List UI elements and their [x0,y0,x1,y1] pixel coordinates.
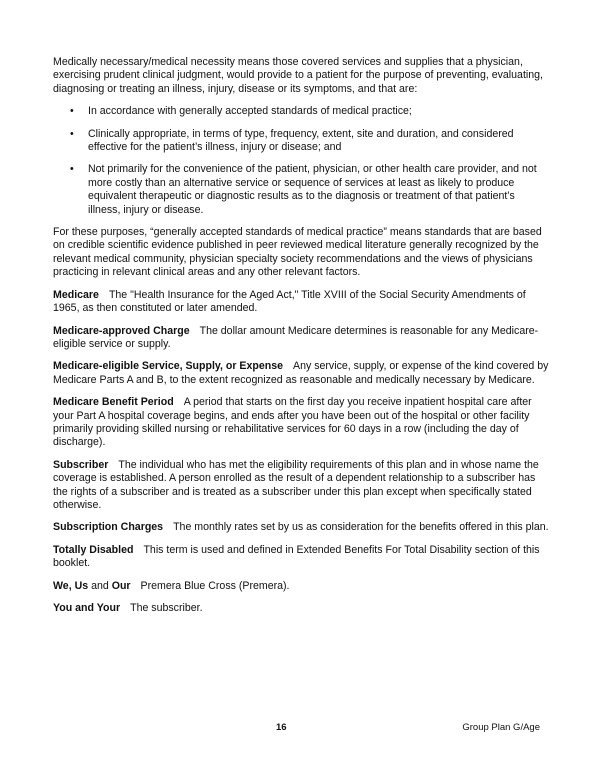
definition-text: The "Health Insurance for the Aged Act," Title XVIII of the Social Security Amendments of 1965, as then constituted or later amended. [53,288,526,315]
definition-we-us-our [53,580,550,593]
definition-you-and-your [53,602,550,615]
definition-medicare-eligible-service [53,360,550,387]
definition-text: The monthly rates set by us as consideration for the benefits offered in this plan. [173,521,549,534]
list-item: • Not primarily for the convenience of the patient, physician, or other health care provider, and not more costly than an alternative service or sequence of services at least as likely to produce equivalent therapeutic or diagnostic results as to the diagnosis or treatment of that patient’s illness, injury or disease. [70,163,537,216]
definition-text: This term is used and defined in Extended Benefits For Total Disability section of this booklet. [53,543,540,570]
bullet-icon: • [70,127,74,140]
definition-term: Subscription Charges [53,521,164,534]
definition-text: A period that starts on the first day you receive inpatient hospital care after your Part A hospital coverage begins, and ends after you have been out of the hospital or other facility primarily providing skilled nursing or rehabilitative services for 60 days in a row (including the day of discharge). [53,396,532,449]
definition-term: Medicare Benefit Period [53,396,174,409]
purposes-paragraph: For these purposes, “generally accepted standards of medical practice” means standards that are based on credible scientific evidence published in peer reviewed medical literature generally recognized by the relevant medical community, physician specialty society recommendations and the views of physicians practicing in relevant clinical areas and any other relevant factors. [53,226,542,279]
definition-text: Any service, supply, or expense of the kind covered by Medicare Parts A and B, to the extent recognized as reasonable and medically necessary by Medicare. [53,360,549,386]
definition-term: We, Us [53,579,89,592]
definition-text: The dollar amount Medicare determines is reasonable for any Medicare-eligible service or supply. [53,324,539,350]
bullet-icon: • [70,163,74,176]
criteria-list [53,105,550,217]
plan-label: Group Plan G/Age [462,722,540,733]
definition-medicare-benefit-period [53,396,550,450]
definition-text: Premera Blue Cross (Premera). [140,579,290,592]
intro-paragraph: Medically necessary/medical necessity means those covered services and supplies that a physician, exercising prudent clinical judgment, would provide to a patient for the purpose of preventing, evaluating, diagnosing or treating an illness, injury, disease or its symptoms, and that are: [53,56,543,95]
list-item: • Clinically appropriate, in terms of type, frequency, extent, site and duration, and considered effective for the patient’s illness, injury or disease; and [70,127,514,154]
definition-joiner: and [88,579,112,592]
definition-term: Our [111,579,131,592]
definition-term: You and Your [53,602,121,614]
definition-medicare-approved-charge [53,325,550,352]
definition-term: Medicare [53,288,99,301]
definition-totally-disabled [53,544,550,571]
definition-text: The individual who has met the eligibility requirements of this plan and in whose name the coverage is established. A person enrolled as the result of a dependent relationship to a subscriber has the rights of a subscriber and is treated as a subscriber under this plan except when specifically stated otherwise. [53,458,539,511]
page-footer [0,722,600,736]
definition-term: Totally Disabled [53,543,134,556]
bullet-icon: • [70,105,74,118]
page-number: 16 [276,722,287,733]
list-item: • In accordance with generally accepted standards of medical practice; [70,105,412,118]
definition-medicare [53,289,550,316]
definition-term: Medicare-eligible Service, Supply, or Expense [53,360,284,373]
definition-subscriber [53,459,550,513]
definition-text: The subscriber. [130,602,203,614]
definition-term: Medicare-approved Charge [53,324,190,337]
definition-term: Subscriber [53,458,109,471]
document-body [53,56,550,624]
definition-subscription-charges [53,521,550,534]
